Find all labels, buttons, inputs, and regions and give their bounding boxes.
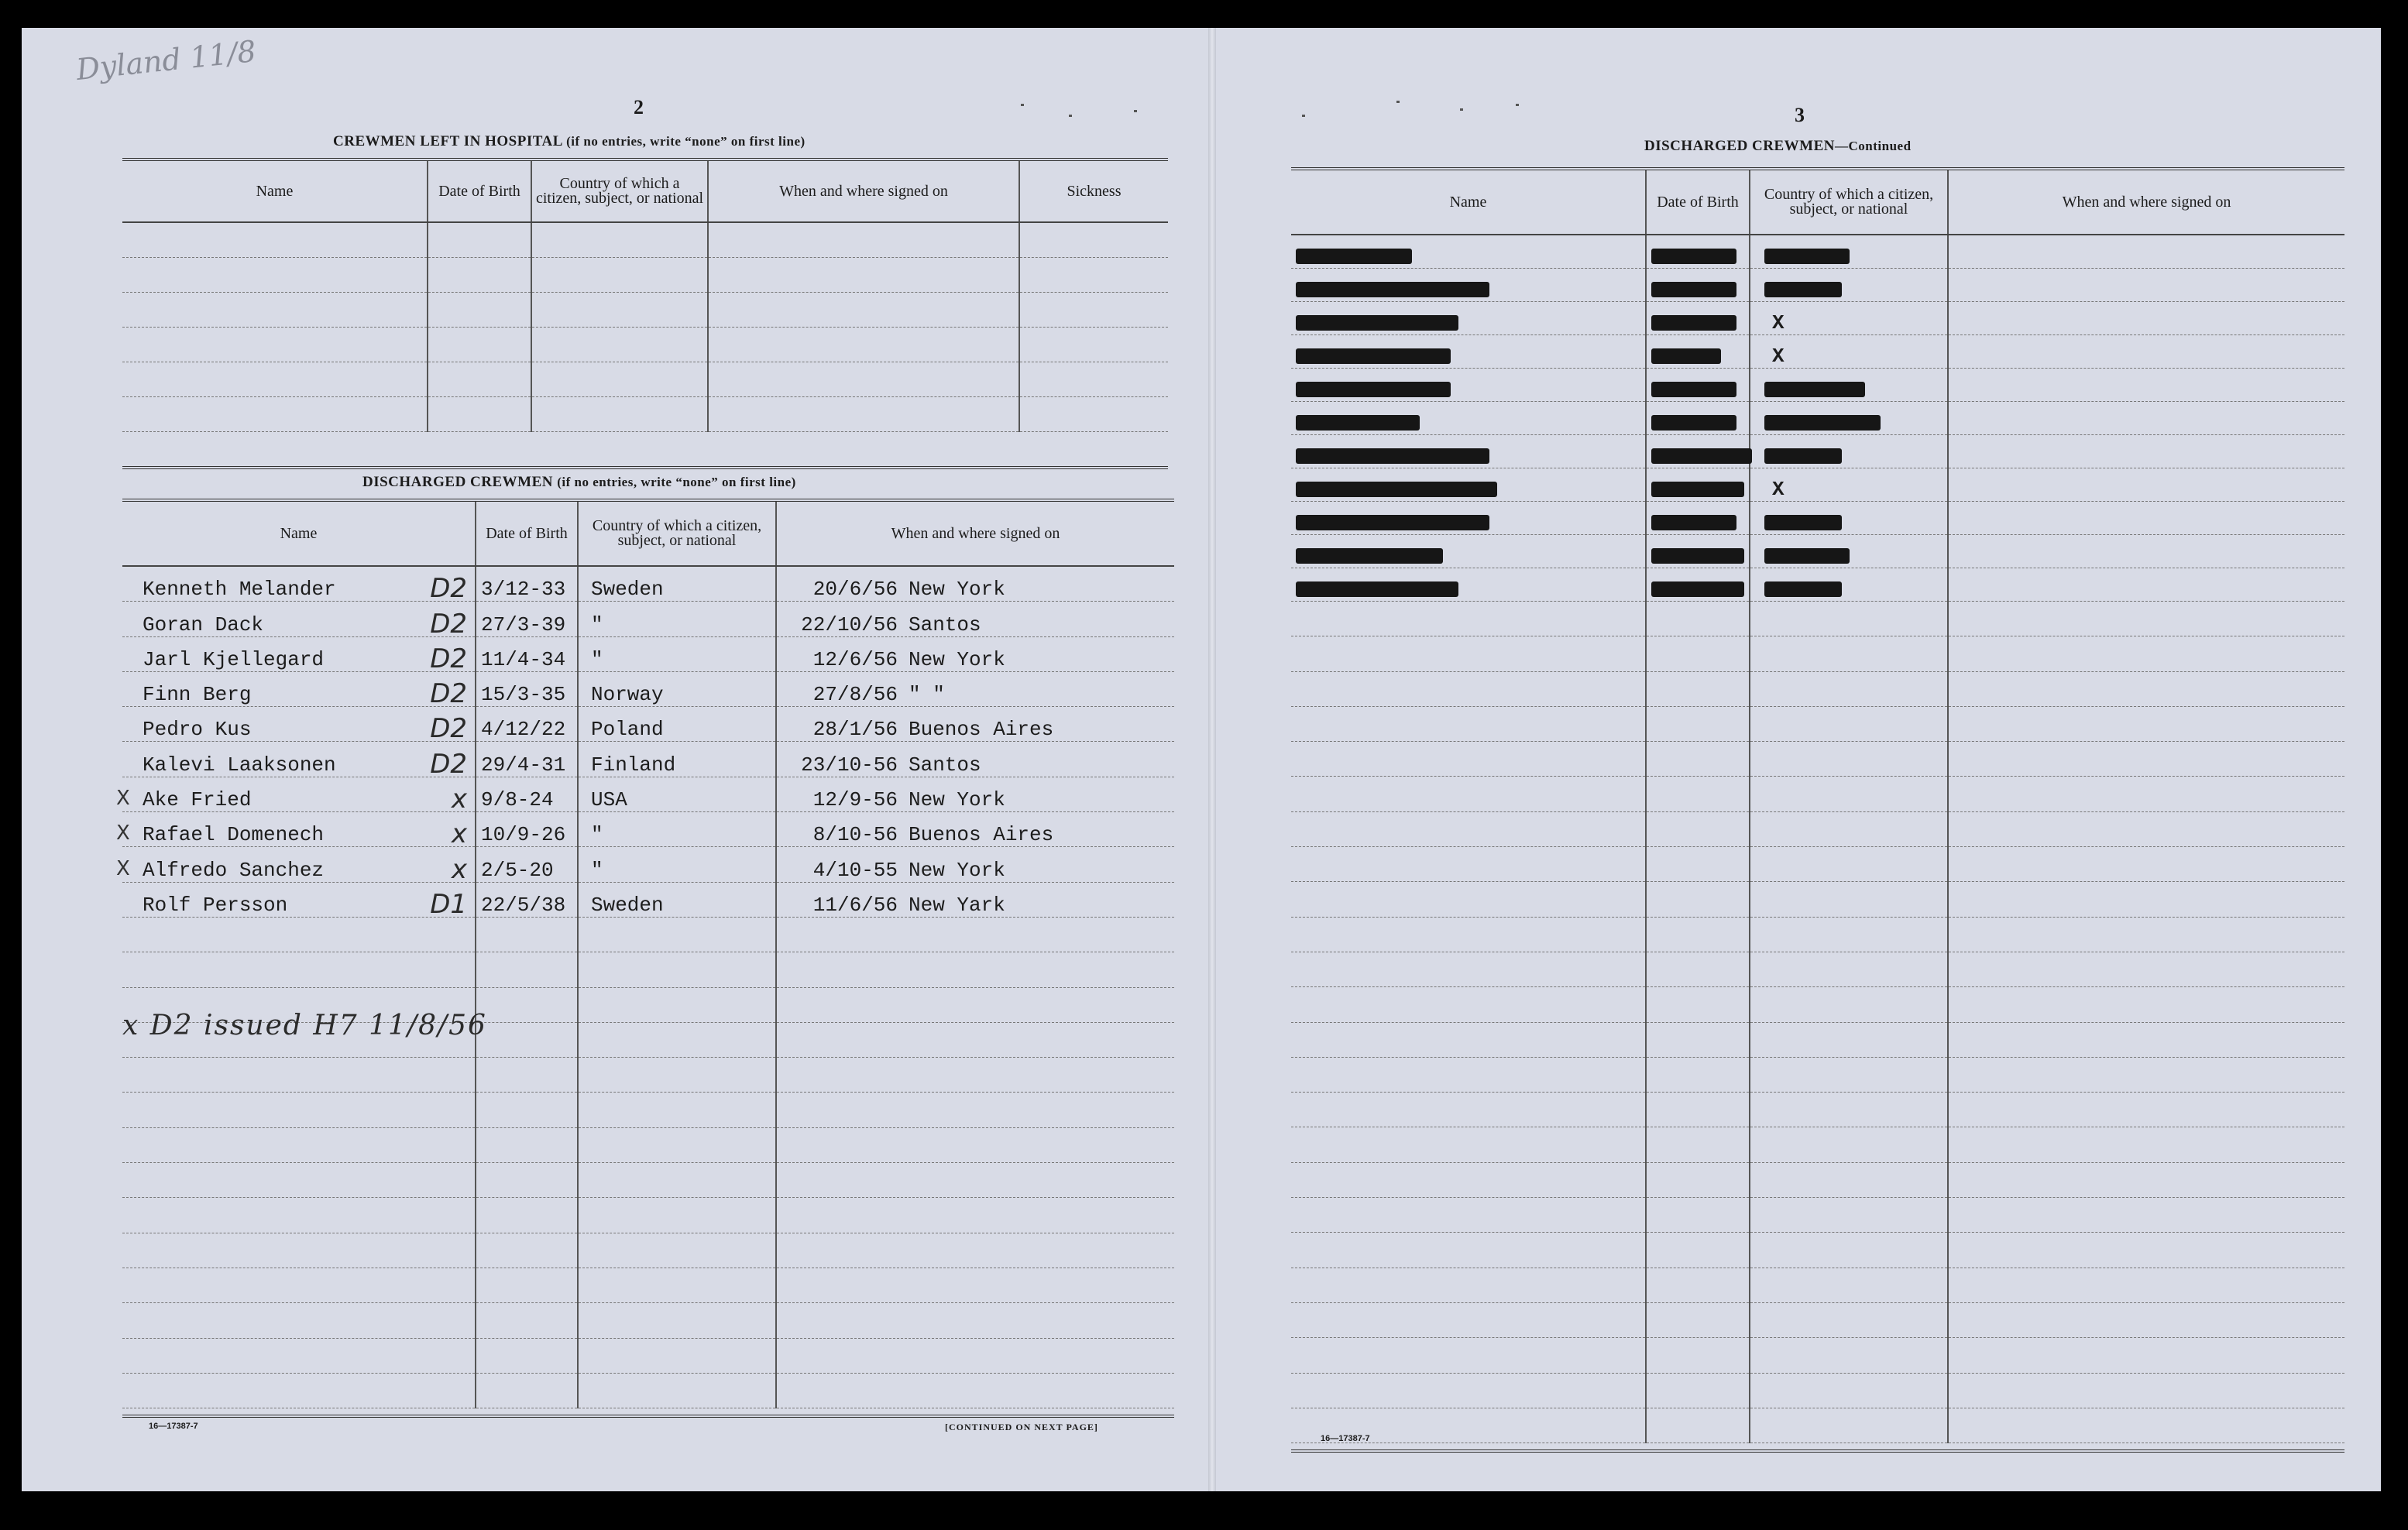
signed-on-place: New York [909,647,1005,671]
crewman-row [122,707,1174,742]
table-row [122,397,1168,432]
discharge-code: D2 [430,573,467,605]
table-row [122,362,1168,397]
blank-row [122,1268,1174,1302]
blank-row [122,1303,1174,1338]
crewman-name: Alfredo Sanchez [143,858,325,882]
redacted-text [1296,482,1497,497]
country: Norway [591,683,664,707]
column-header: Name [1291,169,1646,235]
blank-row [1291,917,2344,952]
table-row [122,293,1168,328]
redacted-text [1296,415,1420,431]
redacted-text [1296,249,1412,264]
redacted-text [1296,548,1443,564]
redacted-text [1651,282,1736,297]
redacted-text [1651,515,1736,530]
country: " [591,823,603,847]
redacted-text [1651,482,1744,497]
page-number: 3 [1795,104,1805,126]
discharge-code: x [451,818,467,850]
redacted-row [1291,535,2344,568]
redacted-text [1651,448,1752,464]
discharge-code: D2 [430,608,467,640]
name-cell [116,847,476,885]
discharge-code: D2 [430,678,467,710]
redacted-text [1764,415,1881,431]
redacted-text [1764,548,1850,564]
signed-on-date: 11/6/56 [812,893,898,917]
crewman-name: Finn Berg [143,683,252,707]
signed-on-date: 27/8/56 [812,683,898,707]
discharge-code: x [451,853,467,885]
redacted-row [1291,568,2344,602]
crewman-name: Jarl Kjellegard [143,647,325,671]
redacted-row [1291,302,2344,335]
crewman-name: Kalevi Laaksonen [143,753,336,777]
blank-row [1291,706,2344,741]
discharged-continued-table [1291,167,2344,1453]
blank-row [122,1373,1174,1408]
signed-on-place: Santos [909,612,981,636]
redacted-text [1296,348,1451,364]
discharge-code: D2 [430,643,467,674]
date-of-birth: 4/12/22 [481,718,566,742]
blank-row [122,1127,1174,1162]
date-of-birth: 27/3-39 [481,612,566,636]
blank-row [122,1058,1174,1093]
column-header: Country of which a citizen, subject, or national [531,160,708,222]
redacted-text [1764,382,1865,397]
page-number: 2 [634,96,644,118]
signed-on-place: Buenos Aires [909,718,1054,742]
redacted-text [1296,448,1489,464]
crewman-name: Kenneth Melander [143,578,336,602]
discharge-code: D1 [430,888,467,920]
signed-on-date: 4/10-55 [812,858,898,882]
pencil-note: Dyland 11/8 [74,33,258,87]
signed-on-place: New York [909,578,1005,602]
signed-on-date: 12/9-56 [812,788,898,812]
redacted-text [1296,515,1489,530]
blank-row [1291,1302,2344,1337]
redacted-text [1296,581,1458,597]
redacted-text [1651,415,1736,431]
crewman-row [122,566,1174,602]
crewman-row [122,602,1174,636]
date-of-birth: 29/4-31 [481,753,566,777]
column-header: Date of Birth [476,500,578,566]
blank-row [1291,777,2344,811]
blank-row [122,1093,1174,1127]
visible-fragment: X [1772,345,1785,368]
name-cell [122,707,476,745]
redacted-text [1651,581,1744,597]
crewman-name: Goran Dack [143,612,264,636]
redacted-row [1291,435,2344,468]
table-row [122,222,1168,258]
table-row [122,258,1168,293]
visible-fragment: X [1772,478,1785,501]
x-mark: X [116,787,130,811]
redacted-text [1296,382,1451,397]
redacted-text [1651,315,1736,331]
blank-row [1291,1057,2344,1092]
redacted-text [1764,448,1842,464]
crewman-name: Rolf Persson [143,893,288,917]
discharged-continued-heading: DISCHARGED CREWMEN—Continued [1644,138,1912,154]
column-header: Country of which a citizen, subject, or national [1750,169,1948,235]
blank-row [1291,1022,2344,1057]
signed-on-place: New York [909,858,1005,882]
discharge-code: x [451,784,467,815]
crewman-name: Pedro Kus [143,718,252,742]
crewman-row [122,742,1174,777]
crewman-row [122,671,1174,706]
signed-on-date: 23/10-56 [801,753,898,777]
date-of-birth: 15/3-35 [481,683,566,707]
name-cell [122,636,476,674]
column-header: When and where signed on [776,500,1174,566]
right-page [1265,28,2349,1491]
blank-row [1291,1373,2344,1408]
redacted-row [1291,235,2344,269]
redacted-text [1764,249,1850,264]
crewman-row [122,847,1174,882]
signed-on-place: Buenos Aires [909,823,1054,847]
date-of-birth: 22/5/38 [481,893,566,917]
blank-row [1291,1338,2344,1373]
redacted-text [1764,282,1842,297]
handwritten-note: x D2 issued H7 11/8/56 [122,1010,487,1041]
signed-on-date: 12/6/56 [812,647,898,671]
signed-on-date: 22/10/56 [801,612,898,636]
redacted-text [1651,348,1721,364]
redacted-text [1764,515,1842,530]
blank-row [1291,602,2344,636]
crewman-row [122,882,1174,917]
form-number: 16—17387-7 [1321,1434,1370,1443]
signed-on-date: 8/10-56 [812,823,898,847]
continued-note: [CONTINUED ON NEXT PAGE] [945,1422,1098,1432]
date-of-birth: 2/5-20 [481,858,554,882]
date-of-birth: 11/4-34 [481,647,566,671]
redacted-text [1651,382,1736,397]
blank-row [1291,952,2344,986]
signed-on-date: 20/6/56 [812,578,898,602]
date-of-birth: 10/9-26 [481,823,566,847]
crewman-row [122,777,1174,811]
blank-row [1291,987,2344,1022]
column-header: When and where signed on [708,160,1019,222]
column-header: Date of Birth [428,160,531,222]
blank-row [1291,1408,2344,1443]
blank-row [1291,847,2344,882]
blank-row [1291,1268,2344,1302]
crewman-name: Ake Fried [143,788,252,812]
blank-row [1291,1233,2344,1268]
column-header: Name [122,500,476,566]
name-cell [122,566,476,605]
signed-on-date: 28/1/56 [812,718,898,742]
signed-on-place: " " [909,683,945,707]
discharge-code: D2 [430,748,467,780]
form-number: 16—17387-7 [149,1422,198,1431]
signed-on-place: New York [909,788,1005,812]
blank-row [122,1233,1174,1268]
name-cell [122,671,476,710]
blank-row [1291,1198,2344,1233]
name-cell [122,882,476,920]
country: " [591,612,603,636]
crewman-row [122,812,1174,847]
visible-fragment: X [1772,311,1785,334]
name-cell [122,602,476,640]
redacted-row [1291,369,2344,402]
name-cell [116,812,476,850]
x-mark: X [116,822,130,846]
table-row [122,328,1168,362]
country: " [591,858,603,882]
column-header: When and where signed on [1948,169,2344,235]
column-header: Country of which a citizen, subject, or national [578,500,776,566]
blank-row [122,917,1174,952]
page-fold [1208,28,1216,1491]
redacted-row [1291,468,2344,502]
blank-row [122,1198,1174,1233]
country: USA [591,788,627,812]
blank-row [1291,671,2344,706]
redacted-row [1291,269,2344,302]
column-header: Sickness [1019,160,1168,222]
blank-row [1291,882,2344,917]
discharged-heading: DISCHARGED CREWMEN (if no entries, write “none” on first line) [362,474,796,490]
blank-row [1291,1093,2344,1127]
blank-row [122,1338,1174,1373]
blank-row [1291,636,2344,671]
name-cell [116,777,476,815]
blank-row [122,952,1174,987]
redacted-text [1296,315,1458,331]
crewman-name: Rafael Domenech [143,823,325,847]
redacted-row [1291,402,2344,435]
country: Sweden [591,578,664,602]
discharge-code: D2 [430,713,467,745]
left-page [91,28,1176,1491]
redacted-text [1651,249,1736,264]
country: Sweden [591,893,664,917]
redacted-text [1651,548,1744,564]
signed-on-place: Santos [909,753,981,777]
blank-row [1291,1127,2344,1162]
blank-row [122,1163,1174,1198]
hospital-table [122,158,1168,469]
date-of-birth: 9/8-24 [481,788,554,812]
country: Poland [591,718,664,742]
date-of-birth: 3/12-33 [481,578,566,602]
redacted-row [1291,335,2344,369]
country: " [591,647,603,671]
redacted-text [1296,282,1489,297]
redacted-row [1291,502,2344,535]
name-cell [122,742,476,780]
discharged-table [116,499,1174,1418]
redacted-text [1764,581,1842,597]
blank-row [1291,742,2344,777]
country: Finland [591,753,676,777]
document-sheet [22,28,2381,1491]
hospital-heading: CREWMEN LEFT IN HOSPITAL (if no entries, write “none” on first line) [333,133,806,149]
crewman-row [122,636,1174,671]
x-mark: X [116,856,130,880]
signed-on-place: New Yark [909,893,1005,917]
column-header: Date of Birth [1646,169,1750,235]
column-header: Name [122,160,428,222]
blank-row [1291,811,2344,846]
blank-row [1291,1162,2344,1197]
